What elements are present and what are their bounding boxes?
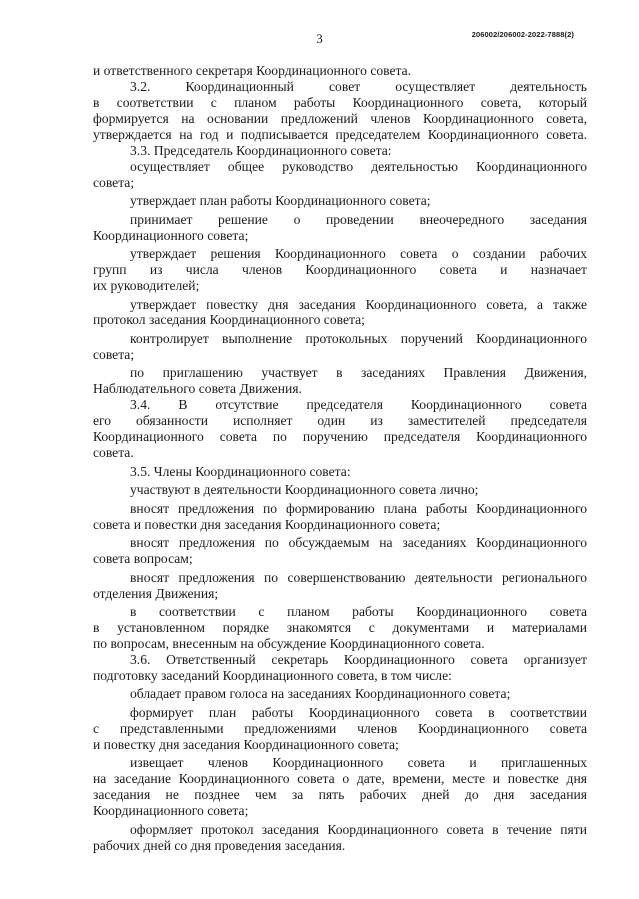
text-line: Координационного совета по поручению председателя Координационного (93, 429, 587, 445)
text-line: 3.4. В отсутствие председателя Координационного совета (130, 397, 587, 413)
text-line: принимает решение о проведении внеочередного заседания (130, 211, 587, 227)
text-line: в установленном порядке знакомятся с документами и материалами (93, 620, 587, 636)
text-line: и ответственного секретаря Координационного совета. (93, 63, 412, 78)
text-line: совета вопросам; (93, 551, 193, 567)
text-line: совета и повестки дня заседания Координационного совета; (93, 516, 441, 532)
text-line: 3.3. Председатель Координационного совета: (130, 142, 392, 158)
text-line: отделения Движения; (93, 585, 219, 601)
text-line: формирует план работы Координационного совета в соответствии (130, 704, 587, 720)
text-line: по вопросам, внесенным на обсуждение Координационного совета. (93, 636, 485, 651)
text-line: Координационного совета; (93, 803, 249, 819)
text-line: утверждается на год и подписывается председателем Координационного совета. (93, 126, 587, 142)
text-line: вносят предложения по обсуждаемым на заседаниях Координационного (130, 535, 587, 551)
text-line: 3.5. Члены Координационного совета: (130, 463, 351, 479)
text-line: в соответствии с планом работы Координационного совета, который (93, 94, 587, 110)
text-line: обладает правом голоса на заседаниях Координационного совета; (130, 686, 511, 702)
text-line: протокол заседания Координационного совета; (93, 312, 365, 328)
text-line: Наблюдательного совета Движения. (93, 381, 302, 397)
text-line: в соответствии с планом работы Координационного совета (130, 604, 587, 620)
text-line: с представленными предложениями членов Координационного совета (93, 720, 587, 736)
text-line: на заседание Координационного совета о дате, времени, месте и повестке дня (93, 771, 587, 787)
text-line: подготовку заседаний Координационного совета, в том числе: (93, 667, 452, 683)
text-line: утверждает решения Координационного совета о создании рабочих (130, 246, 587, 262)
text-line: участвуют в деятельности Координационного совета лично; (130, 482, 479, 498)
text-line: утверждает повестку дня заседания Координационного совета, а также (130, 296, 587, 312)
text-line: осуществляет общее руководство деятельностью Координационного (130, 158, 587, 174)
text-line: контролирует выполнение протокольных поручений Координационного (130, 330, 587, 346)
text-line: совета; (93, 174, 135, 190)
text-line: 3.6. Ответственный секретарь Координационного совета организует (130, 651, 587, 667)
page-number: 3 (316, 31, 323, 46)
text-line: по приглашению участвует в заседаниях Правления Движения, (130, 365, 587, 381)
text-line: групп из числа членов Координационного совета и назначает (93, 262, 587, 278)
text-line: 3.2. Координационный совет осуществляет деятельность (130, 78, 587, 94)
text-line: их руководителей; (93, 277, 200, 293)
text-line: заседания не позднее чем за пять рабочих дней до дня заседания (93, 787, 587, 803)
text-line: совета; (93, 346, 135, 362)
text-line: и повестку дня заседания Координационного совета; (93, 736, 399, 752)
text-line: извещает членов Координационного совета и приглашенных (130, 755, 587, 771)
text-line: совета. (93, 445, 134, 461)
document-body (93, 63, 587, 854)
text-line: формируется на основании предложений членов Координационного совета, (93, 110, 587, 126)
text-line: вносят предложения по совершенствованию деятельности регионального (130, 569, 587, 585)
text-line: рабочих дней со дня проведения заседания. (93, 837, 346, 853)
text-line: утверждает план работы Координационного совета; (130, 193, 431, 209)
text-line: оформляет протокол заседания Координационного совета в течение пяти (130, 821, 587, 837)
text-line: вносят предложения по формированию плана работы Координационного (130, 500, 587, 516)
text-line: Координационного совета; (93, 227, 249, 243)
document-registration-code: 206002/206002-2022-7888(2) (471, 30, 574, 39)
text-line: его обязанности исполняет один из заместителей председателя (93, 413, 587, 429)
